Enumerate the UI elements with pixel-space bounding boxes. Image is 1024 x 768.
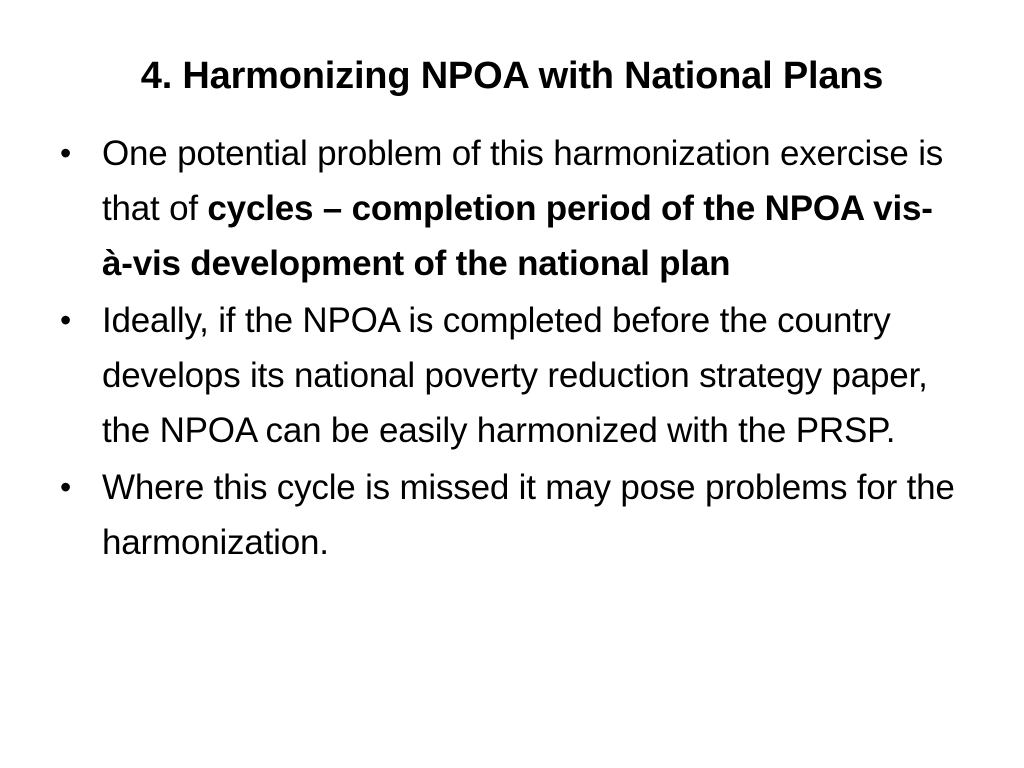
bullet-1-text: One potential problem of this harmonization exercise is that of (102, 134, 944, 228)
bullet-2-text: Ideally, if the NPOA is completed before the country develops its national poverty reduction strategy paper, the NPOA can be easily harmonized with the PRSP. (102, 301, 928, 450)
bullet-1-emphasis: cycles – completion period of the NPOA vis-à-vis development of the national plan (102, 189, 933, 283)
bullet-marker: • (60, 135, 72, 171)
bullet-marker: • (60, 469, 72, 505)
bullet-item-3 (60, 460, 960, 570)
bullet-3-text: Where this cycle is missed it may pose problems for the harmonization. (102, 468, 955, 562)
bullet-marker: • (60, 302, 72, 338)
bullet-list (60, 126, 960, 572)
bullet-item-2 (60, 293, 960, 458)
bullet-item-1 (60, 126, 960, 291)
slide-title: 4. Harmonizing NPOA with National Plans (140, 55, 884, 97)
